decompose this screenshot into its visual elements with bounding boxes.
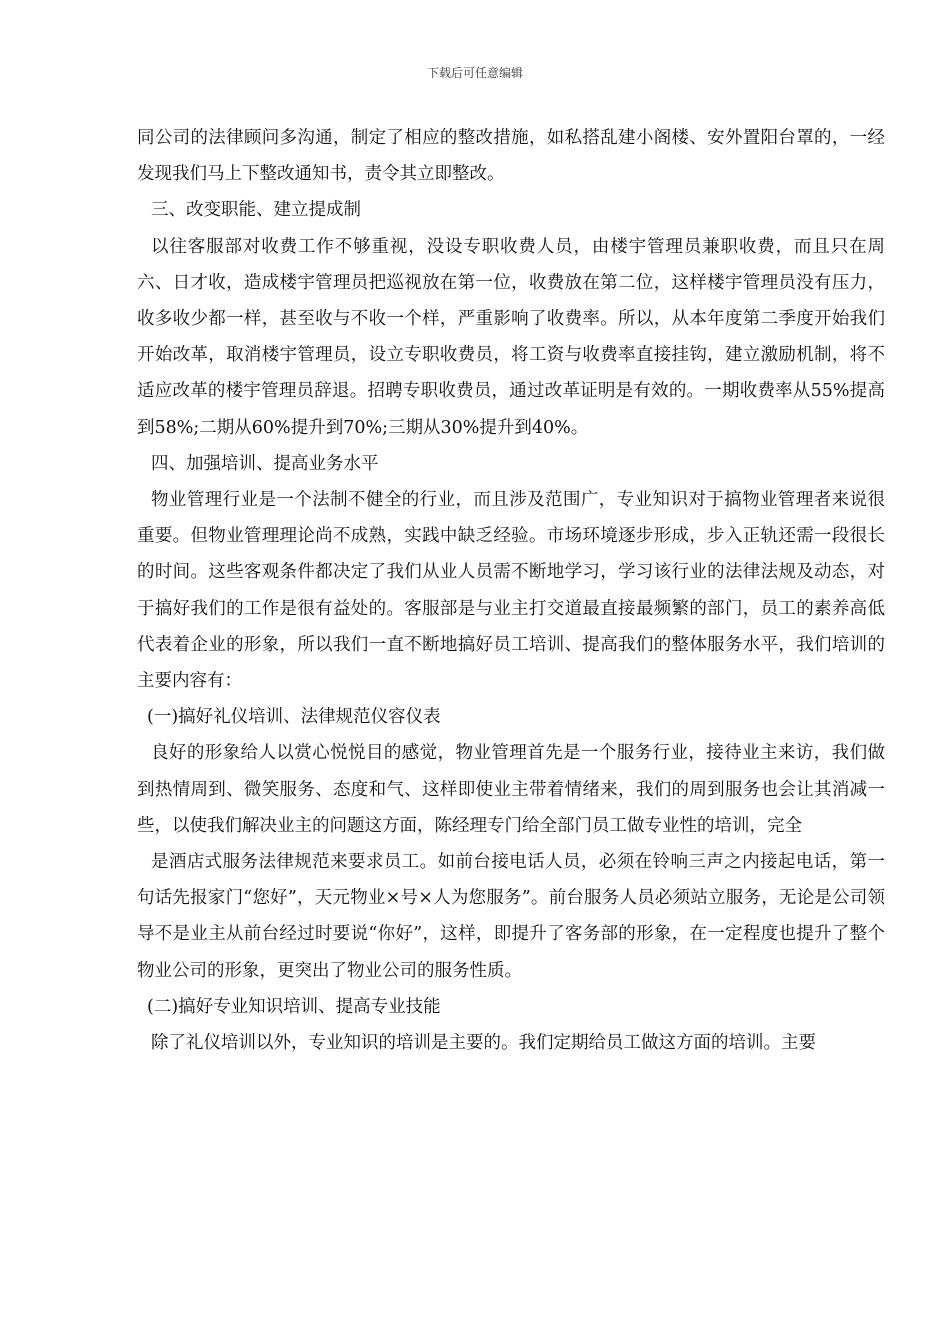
page-header: 下载后可任意编辑 xyxy=(426,66,523,80)
paragraph-training-intro: 物业管理行业是一个法制不健全的行业，而且涉及范围广，专业知识对于搞物业管理者来说很重要。但物业管理理论尚不成熟，实践中缺乏经验。市场环境逐步形成，步入正轨还需一段很长的时间。这些客观条件都决定了我们从业人员需不断地学习，学习该行业的法律法规及动态，对于搞好我们的工作是很有益处的。客服部是与业主打交道最直接最频繁的部门，员工的素养高低代表着企业的形象，所以我们一直不断地搞好员工培训、提高我们的整体服务水平，我们培训的主要内容有： xyxy=(137,490,885,692)
document-body xyxy=(137,120,885,1061)
paragraph-etiquette-2: 是酒店式服务法律规范来要求员工。如前台接电话人员，必须在铃响三声之内接起电话，第一句话先报家门“您好”，天元物业×号×人为您服务”。前台服务人员必须站立服务，无论是公司领导不是业主从前台经过时要说“你好”，这样，即提升了客务部的形象，在一定程度也提升了整个物业公司的形象，更突出了物业公司的服务性质。 xyxy=(137,852,885,981)
paragraph-rectification: 同公司的法律顾问多沟通，制定了相应的整改措施，如私搭乱建小阁楼、安外置阳台罩的，一经发现我们马上下整改通知书，责令其立即整改。 xyxy=(137,128,885,185)
paragraph-professional: 除了礼仪培训以外，专业知识的培训是主要的。我们定期给员工做这方面的培训。主要 xyxy=(151,1033,816,1054)
paragraph-fee-collection: 以往客服部对收费工作不够重视，没设专职收费人员，由楼宇管理员兼职收费，而且只在周六、日才收，造成楼宇管理员把巡视放在第一位，收费放在第二位，这样楼宇管理员没有压力，收多收少都一样，甚至收与不收一个样，严重影响了收费率。所以，从本年度第二季度开始我们开始改革，取消楼宇管理员，设立专职收费员，将工资与收费率直接挂钩，建立激励机制，将不适应改革的楼宇管理员辞退。招聘专职收费员，通过改革证明是有效的。一期收费率从55%提高到58%;二期从60%提升到70%;三期从30%提升到40%。 xyxy=(137,236,885,438)
subheading-etiquette: (一)搞好礼仪培训、法律规范仪容仪表 xyxy=(147,707,441,728)
subheading-professional: (二)搞好专业知识培训、提高专业技能 xyxy=(147,996,441,1017)
section-heading-three: 三、改变职能、建立提成制 xyxy=(151,200,361,221)
section-heading-four: 四、加强培训、提高业务水平 xyxy=(151,453,379,474)
paragraph-etiquette-1: 良好的形象给人以赏心悦悦目的感觉，物业管理首先是一个服务行业，接待业主来访，我们做到热情周到、微笑服务、态度和气、这样即使业主带着情绪来，我们的周到服务也会让其消减一些，以使我们解决业主的问题这方面，陈经理专门给全部门员工做专业性的培训，完全 xyxy=(137,743,885,836)
